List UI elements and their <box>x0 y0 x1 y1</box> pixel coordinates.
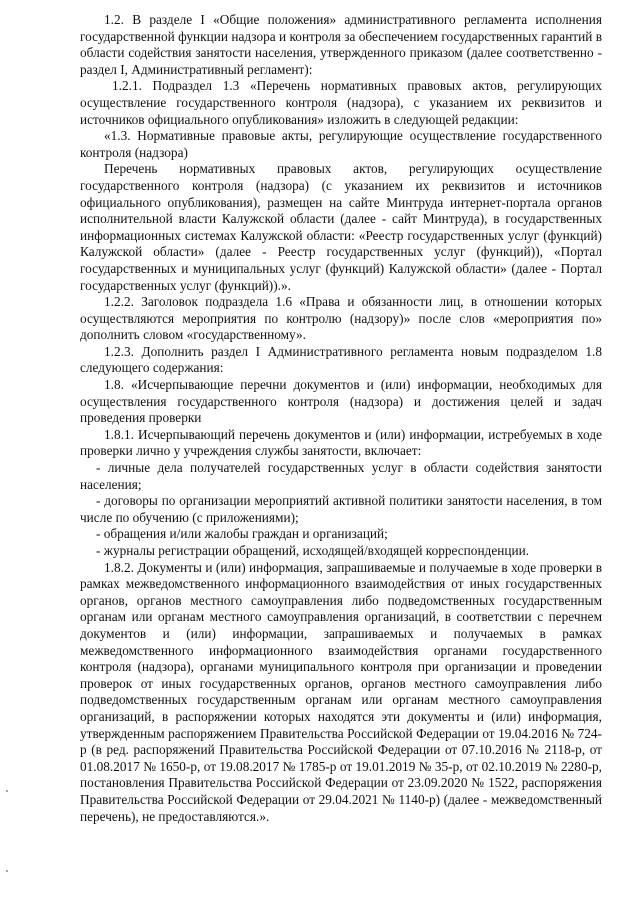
scan-speck <box>6 790 8 792</box>
paragraph-1-2-2: 1.2.2. Заголовок подраздела 1.6 «Права и обязанности лиц, в отношении которых осуществляются мероприятия по контролю (надзору)» после слов «мероприятия по» дополнить словом «государственному». <box>80 294 602 343</box>
subsection-1-8-heading: 1.8. «Исчерпывающие перечни документов и (или) информации, необходимых для осуществления государственного контроля (надзора) и достижения целей и задач проведения проверки <box>80 377 602 426</box>
paragraph-1-2-1: 1.2.1. Подраздел 1.3 «Перечень нормативных правовых актов, регулирующих осуществление государственного контроля (надзора), с указанием их реквизитов и источников официального опубликования» изложить в следующей редакции: <box>80 78 602 127</box>
paragraph-1-8-2: 1.8.2. Документы и (или) информация, запрашиваемые и получаемые в ходе проверки в рамках межведомственного информационного взаимодействия от иных государственных органов, органов местного самоуправления либо подведомственных государственным органам или органам местного самоуправления организаций, в соответствии с перечнем документов и (или) информации, запрашиваемых и получаемых в рамках межведомственного информационного взаимодействия органами государственного контроля (надзора), органами муниципального контроля при организации и проведении проверок от иных государственных органов, органов местного самоуправления либо подведомственных государственным органам или органам местного самоуправления организаций, в распоряжении которых находятся эти документы и (или) информация, утвержденным распоряжением Правительства Российской Федерации от 19.04.2016 № 724-р (в ред. распоряжений Правительства Российской Федерации от 07.10.2016 № 2118-р, от 01.08.2017 № 1650-р, от 19.08.2017 № 1785-р от 19.01.2019 № 35-р, от 02.10.2019 № 2280-р, постановления Правительства Российской Федерации от 23.09.2020 № 1522, распоряжения Правительства Российской Федерации от 29.04.2021 № 1140-р) (далее - межведомственный перечень), не предоставляются.». <box>80 559 602 824</box>
subsection-1-3-heading: «1.3. Нормативные правовые акты, регулирующие осуществление государственного контроля (надзора) <box>80 128 602 160</box>
list-item-journals: - журналы регистрации обращений, исходящей/входящей корреспонденции. <box>96 543 530 558</box>
paragraph-1-8-1: 1.8.1. Исчерпывающий перечень документов и (или) информации, истребуемых в ходе проверки лично у учреждения службы занятости, включает: <box>80 426 602 459</box>
paragraph-1-2: 1.2. В разделе I «Общие положения» административного регламента исполнения государственной функции надзора и контроля за обеспечением государственных гарантий в области содействия занятости населения, утвержденного приказом (далее соответственно - раздел I, Административный регламент): <box>80 12 602 77</box>
document-page <box>80 12 602 825</box>
list-item-personal-files: - личные дела получателей государственных услуг в области содействия занятости населения; <box>80 460 602 492</box>
scan-speck <box>6 870 8 872</box>
paragraph-1-3-body: Перечень нормативных правовых актов, регулирующих осуществление государственного контроля (надзора) (с указанием их реквизитов и источников официального опубликования), размещен на сайте Минтруда интернет-портала органов исполнительной власти Калужской области (далее - сайт Минтруда), в государственных информационных системах Калужской области: «Реестр государственных услуг (функций) Калужской области» (далее - Реестр государственных услуг (функций)), «Портал государственных и муниципальных услуг (функций) Калужской области» (далее - Портал государственных услуг (функций)).». <box>80 161 602 293</box>
paragraph-1-2-3: 1.2.3. Дополнить раздел I Административного регламента новым подразделом 1.8 следующего содержания: <box>80 343 602 376</box>
list-item-complaints: - обращения и/или жалобы граждан и организаций; <box>96 526 388 542</box>
list-item-contracts: - договоры по организации мероприятий активной политики занятости населения, в том числе по обучению (с приложениями); <box>80 493 602 525</box>
